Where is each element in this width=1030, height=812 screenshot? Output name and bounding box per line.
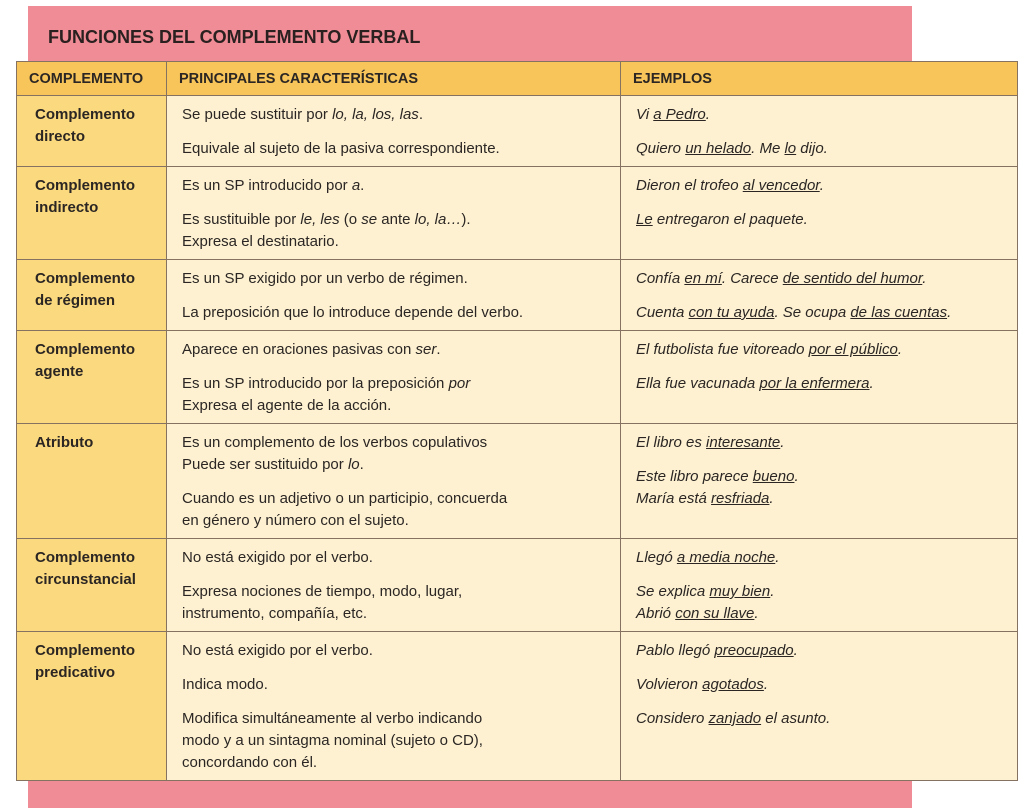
- italic-text: lo, la…: [414, 211, 462, 228]
- text-segment: .: [360, 177, 365, 194]
- complemento-name: Complemento predicativo: [17, 632, 167, 781]
- text-segment: Se explica: [636, 583, 710, 600]
- characteristic: [182, 209, 608, 253]
- text-segment: .: [794, 468, 799, 485]
- text-segment: Abrió: [636, 605, 676, 622]
- text-segment: ante: [377, 211, 415, 228]
- text-segment: .: [793, 642, 798, 659]
- text-segment: .: [436, 341, 441, 358]
- example: [636, 674, 1005, 696]
- italic-text: por: [448, 375, 471, 392]
- text-segment: Considero: [636, 710, 709, 727]
- table-body: [17, 96, 1018, 781]
- text-segment: .: [769, 490, 774, 507]
- characteristic: [182, 268, 608, 290]
- example: [636, 138, 1005, 160]
- characteristic: [182, 674, 608, 696]
- example: [636, 175, 1005, 197]
- underlined-text: con su llave: [675, 605, 755, 622]
- underlined-text: preocupado: [714, 642, 794, 659]
- text-segment: La preposición que lo introduce depende del verbo.: [182, 304, 524, 321]
- characteristic: [182, 339, 608, 361]
- text-segment: Este libro parece: [636, 468, 753, 485]
- text-segment: .: [705, 106, 710, 123]
- text-segment: Cuando es un adjetivo o un participio, concuerda: [182, 490, 508, 507]
- examples-cell: [621, 96, 1018, 167]
- text-segment: .: [869, 375, 874, 392]
- text-segment: .: [770, 583, 775, 600]
- text-segment: Es sustituible por: [182, 211, 301, 228]
- text-segment: Ella fue vacunada: [636, 375, 760, 392]
- text-segment: El libro es: [636, 434, 707, 451]
- text-segment: ).: [461, 211, 471, 228]
- examples-cell: [621, 260, 1018, 331]
- table-row: [17, 424, 1018, 539]
- characteristic: [182, 581, 608, 625]
- example: [636, 432, 1005, 454]
- functions-table: [16, 61, 1018, 781]
- characteristic: [182, 373, 608, 417]
- characteristic: [182, 138, 608, 160]
- text-segment: el asunto.: [761, 710, 831, 727]
- characteristic: [182, 302, 608, 324]
- text-segment: Modifica simultáneamente al verbo indicando: [182, 710, 483, 727]
- example: [636, 209, 1005, 231]
- page-title: FUNCIONES DEL COMPLEMENTO VERBAL: [48, 27, 421, 47]
- text-segment: Quiero: [636, 140, 686, 157]
- text-segment: Llegó: [636, 549, 677, 566]
- characteristic: [182, 104, 608, 126]
- characteristic: [182, 175, 608, 197]
- example: [636, 268, 1005, 290]
- example: [636, 104, 1005, 126]
- underlined-text: en mí: [684, 270, 722, 287]
- text-segment: .: [775, 549, 780, 566]
- text-segment: . Carece: [721, 270, 783, 287]
- text-segment: Vi: [636, 106, 654, 123]
- underlined-text: a Pedro: [653, 106, 706, 123]
- characteristics-cell: [167, 632, 621, 781]
- text-segment: .: [754, 605, 759, 622]
- example: [636, 302, 1005, 324]
- example: [636, 640, 1005, 662]
- characteristics-cell: [167, 167, 621, 260]
- underlined-text: por el público: [808, 341, 898, 358]
- examples-cell: [621, 632, 1018, 781]
- characteristic: [182, 432, 608, 476]
- underlined-text: lo: [784, 140, 797, 157]
- characteristic: [182, 640, 608, 662]
- italic-text: a: [351, 177, 361, 194]
- table-row: [17, 632, 1018, 781]
- text-segment: modo y a un sintagma nominal (sujeto o CD),: [182, 732, 483, 749]
- text-segment: El futbolista fue vitoreado: [636, 341, 809, 358]
- text-segment: Se puede sustituir por: [182, 106, 333, 123]
- text-segment: Es un complemento de los verbos copulativos: [182, 434, 488, 451]
- text-segment: .: [359, 456, 364, 473]
- underlined-text: un helado: [685, 140, 752, 157]
- table-row: [17, 96, 1018, 167]
- characteristic: [182, 708, 608, 774]
- complemento-name: Atributo: [17, 424, 167, 539]
- examples-cell: [621, 167, 1018, 260]
- text-segment: .: [922, 270, 927, 287]
- table-row: [17, 167, 1018, 260]
- italic-text: lo, la, los, las: [332, 106, 419, 123]
- text-segment: Dieron el trofeo: [636, 177, 743, 194]
- table-row: [17, 539, 1018, 632]
- underlined-text: agotados: [702, 676, 764, 693]
- characteristics-cell: [167, 96, 621, 167]
- text-segment: dijo.: [796, 140, 828, 157]
- italic-text: le, les: [300, 211, 340, 228]
- underlined-text: muy bien: [709, 583, 771, 600]
- text-segment: Es un SP introducido por: [182, 177, 352, 194]
- examples-cell: [621, 424, 1018, 539]
- header-complemento: COMPLEMENTO: [17, 62, 167, 96]
- text-segment: concordando con él.: [182, 754, 318, 771]
- example: [636, 339, 1005, 361]
- text-segment: María está: [636, 490, 712, 507]
- text-segment: Confía: [636, 270, 685, 287]
- text-segment: .: [819, 177, 824, 194]
- example: [636, 547, 1005, 569]
- complemento-name: Complemento directo: [17, 96, 167, 167]
- text-segment: Aparece en oraciones pasivas con: [182, 341, 416, 358]
- underlined-text: interesante: [706, 434, 781, 451]
- header-ejemplos: EJEMPLOS: [621, 62, 1018, 96]
- text-segment: Es un SP introducido por la preposición: [182, 375, 449, 392]
- underlined-text: resfriada: [711, 490, 770, 507]
- text-segment: Expresa el agente de la acción.: [182, 397, 392, 414]
- complemento-name: Complemento circunstancial: [17, 539, 167, 632]
- header-caracteristicas: PRINCIPALES CARACTERÍSTICAS: [167, 62, 621, 96]
- complemento-name: Complemento de régimen: [17, 260, 167, 331]
- text-segment: No está exigido por el verbo.: [182, 642, 373, 659]
- characteristics-cell: [167, 424, 621, 539]
- text-segment: Equivale al sujeto de la pasiva correspondiente.: [182, 140, 500, 157]
- examples-cell: [621, 539, 1018, 632]
- underlined-text: al vencedor: [742, 177, 820, 194]
- table-row: [17, 260, 1018, 331]
- underlined-text: de las cuentas: [850, 304, 948, 321]
- example: [636, 708, 1005, 730]
- underlined-text: a media noche: [676, 549, 776, 566]
- characteristics-cell: [167, 539, 621, 632]
- underlined-text: de sentido del humor: [782, 270, 923, 287]
- text-segment: Indica modo.: [182, 676, 268, 693]
- italic-text: lo: [347, 456, 360, 473]
- text-segment: Expresa nociones de tiempo, modo, lugar,: [182, 583, 463, 600]
- complemento-name: Complemento indirecto: [17, 167, 167, 260]
- table-row: [17, 331, 1018, 424]
- italic-text: se: [361, 211, 378, 228]
- text-segment: Expresa el destinatario.: [182, 233, 339, 250]
- text-segment: Es un SP exigido por un verbo de régimen.: [182, 270, 468, 287]
- underlined-text: Le: [636, 211, 653, 228]
- text-segment: . Me: [751, 140, 785, 157]
- italic-text: ser: [415, 341, 437, 358]
- example: [636, 466, 1005, 510]
- text-segment: . Se ocupa: [774, 304, 851, 321]
- examples-cell: [621, 331, 1018, 424]
- text-segment: .: [763, 676, 769, 693]
- example: [636, 373, 1005, 395]
- text-segment: .: [897, 341, 903, 358]
- complemento-name: Complemento agente: [17, 331, 167, 424]
- underlined-text: con tu ayuda: [688, 304, 775, 321]
- underlined-text: zanjado: [708, 710, 762, 727]
- underlined-text: bueno: [752, 468, 795, 485]
- characteristics-cell: [167, 260, 621, 331]
- characteristics-cell: [167, 331, 621, 424]
- text-segment: Volvieron: [636, 676, 703, 693]
- text-segment: .: [780, 434, 785, 451]
- text-segment: (o: [339, 211, 362, 228]
- text-segment: entregaron el paquete.: [652, 211, 808, 228]
- text-segment: Puede ser sustituido por: [182, 456, 348, 473]
- characteristic: [182, 488, 608, 532]
- text-segment: Cuenta: [636, 304, 689, 321]
- characteristic: [182, 547, 608, 569]
- text-segment: Pablo llegó: [636, 642, 715, 659]
- underlined-text: por la enfermera: [759, 375, 870, 392]
- text-segment: .: [947, 304, 952, 321]
- text-segment: en género y número con el sujeto.: [182, 512, 409, 529]
- text-segment: .: [418, 106, 423, 123]
- text-segment: instrumento, compañía, etc.: [182, 605, 368, 622]
- example: [636, 581, 1005, 625]
- text-segment: No está exigido por el verbo.: [182, 549, 373, 566]
- header-row: [17, 62, 1018, 96]
